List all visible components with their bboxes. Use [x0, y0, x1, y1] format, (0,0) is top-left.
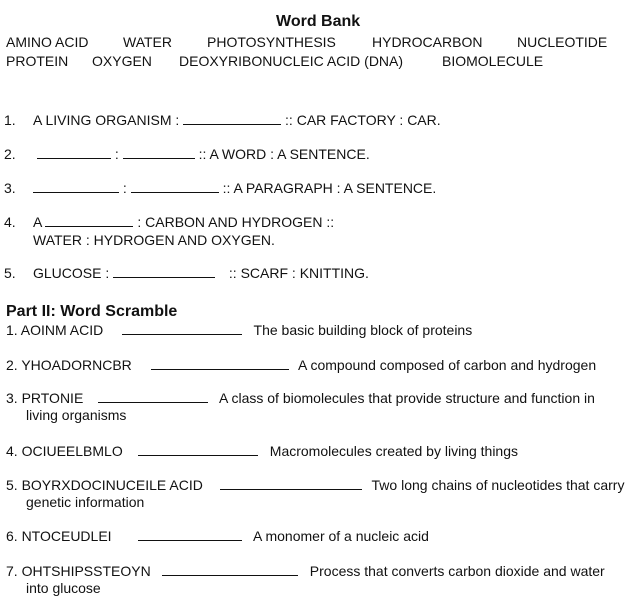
word-bank-term: OXYGEN	[92, 53, 152, 69]
analogy-5	[33, 265, 369, 281]
scramble-definition: A monomer of a nucleic acid	[253, 528, 429, 544]
answer-blank[interactable]	[151, 357, 289, 370]
analogy-number: 3.	[4, 180, 16, 196]
scramble-definition: Two long chains of nucleotides that carry	[371, 477, 625, 493]
answer-blank[interactable]	[220, 477, 362, 490]
word-bank-term: PROTEIN	[6, 53, 69, 69]
answer-blank[interactable]	[131, 180, 219, 193]
scramble-item-2	[151, 357, 596, 373]
analogy-number: 5.	[4, 265, 16, 281]
scramble-item-1	[122, 322, 472, 338]
analogy-2	[37, 146, 370, 162]
answer-blank[interactable]	[113, 265, 215, 278]
word-bank-term: HYDROCARBON	[372, 34, 483, 50]
analogy-trail: : CARBON AND HYDROGEN ::	[137, 214, 335, 230]
answer-blank[interactable]	[122, 322, 242, 335]
answer-blank[interactable]	[45, 214, 133, 227]
scramble-definition: The basic building block of proteins	[253, 322, 473, 338]
analogy-lead: GLUCOSE :	[33, 265, 110, 281]
scramble-definition: A compound composed of carbon and hydrogen	[298, 357, 597, 373]
analogy-separator: :	[114, 146, 119, 162]
analogy-number: 2.	[4, 146, 16, 162]
analogy-lead: A LIVING ORGANISM :	[33, 112, 180, 128]
word-bank-term: WATER	[123, 34, 172, 50]
word-bank-term: DEOXYRIBONUCLEIC ACID (DNA)	[179, 53, 404, 69]
scramble-word: 1. AOINM ACID	[6, 322, 104, 338]
scramble-definition-continued: into glucose	[26, 580, 101, 596]
analogy-4	[33, 214, 334, 230]
answer-blank[interactable]	[183, 112, 281, 125]
analogy-4-continued: WATER : HYDROGEN AND OXYGEN.	[33, 232, 275, 248]
scramble-item-7	[162, 563, 605, 579]
analogy-separator: :	[122, 180, 127, 196]
answer-blank[interactable]	[138, 443, 258, 456]
analogy-trail: :: CAR FACTORY : CAR.	[285, 112, 441, 128]
scramble-definition: Macromolecules created by living things	[269, 443, 519, 459]
word-bank-title: Word Bank	[276, 13, 361, 30]
scramble-word: 7. OHTSHIPSSTEOYN	[6, 563, 151, 579]
analogy-trail: :: A WORD : A SENTENCE.	[198, 146, 370, 162]
scramble-item-6	[138, 528, 429, 544]
scramble-word: 4. OCIUEELBMLO	[6, 443, 123, 459]
answer-blank[interactable]	[162, 563, 298, 576]
word-bank-term: BIOMOLECULE	[442, 53, 544, 69]
analogy-number: 1.	[4, 112, 16, 128]
scramble-item-4	[138, 443, 518, 459]
answer-blank[interactable]	[138, 528, 242, 541]
answer-blank[interactable]	[123, 146, 195, 159]
analogy-trail: :: A PARAGRAPH : A SENTENCE.	[222, 180, 437, 196]
scramble-definition: A class of biomolecules that provide structure and function in	[219, 390, 595, 406]
scramble-item-5	[220, 477, 624, 493]
answer-blank[interactable]	[98, 390, 208, 403]
word-bank-term: PHOTOSYNTHESIS	[207, 34, 336, 50]
analogy-lead: A	[33, 214, 42, 230]
scramble-definition: Process that converts carbon dioxide and water	[309, 563, 605, 579]
scramble-definition-continued: living organisms	[26, 407, 127, 423]
analogy-1	[33, 112, 441, 128]
part2-heading: Part II: Word Scramble	[6, 303, 178, 320]
answer-blank[interactable]	[33, 180, 119, 193]
scramble-word: 3. PRTONIE	[6, 390, 84, 406]
scramble-word: 6. NTOCEUDLEI	[6, 528, 112, 544]
analogy-trail: :: SCARF : KNITTING.	[228, 265, 369, 281]
scramble-word: 2. YHOADORNCBR	[6, 357, 132, 373]
scramble-word: 5. BOYRXDOCINUCEILE ACID	[6, 477, 203, 493]
analogy-number: 4.	[4, 214, 16, 230]
answer-blank[interactable]	[37, 146, 111, 159]
word-bank-term: NUCLEOTIDE	[517, 34, 608, 50]
analogy-3	[33, 180, 436, 196]
scramble-item-3	[98, 390, 595, 406]
scramble-definition-continued: genetic information	[26, 494, 145, 510]
word-bank-term: AMINO ACID	[6, 34, 89, 50]
